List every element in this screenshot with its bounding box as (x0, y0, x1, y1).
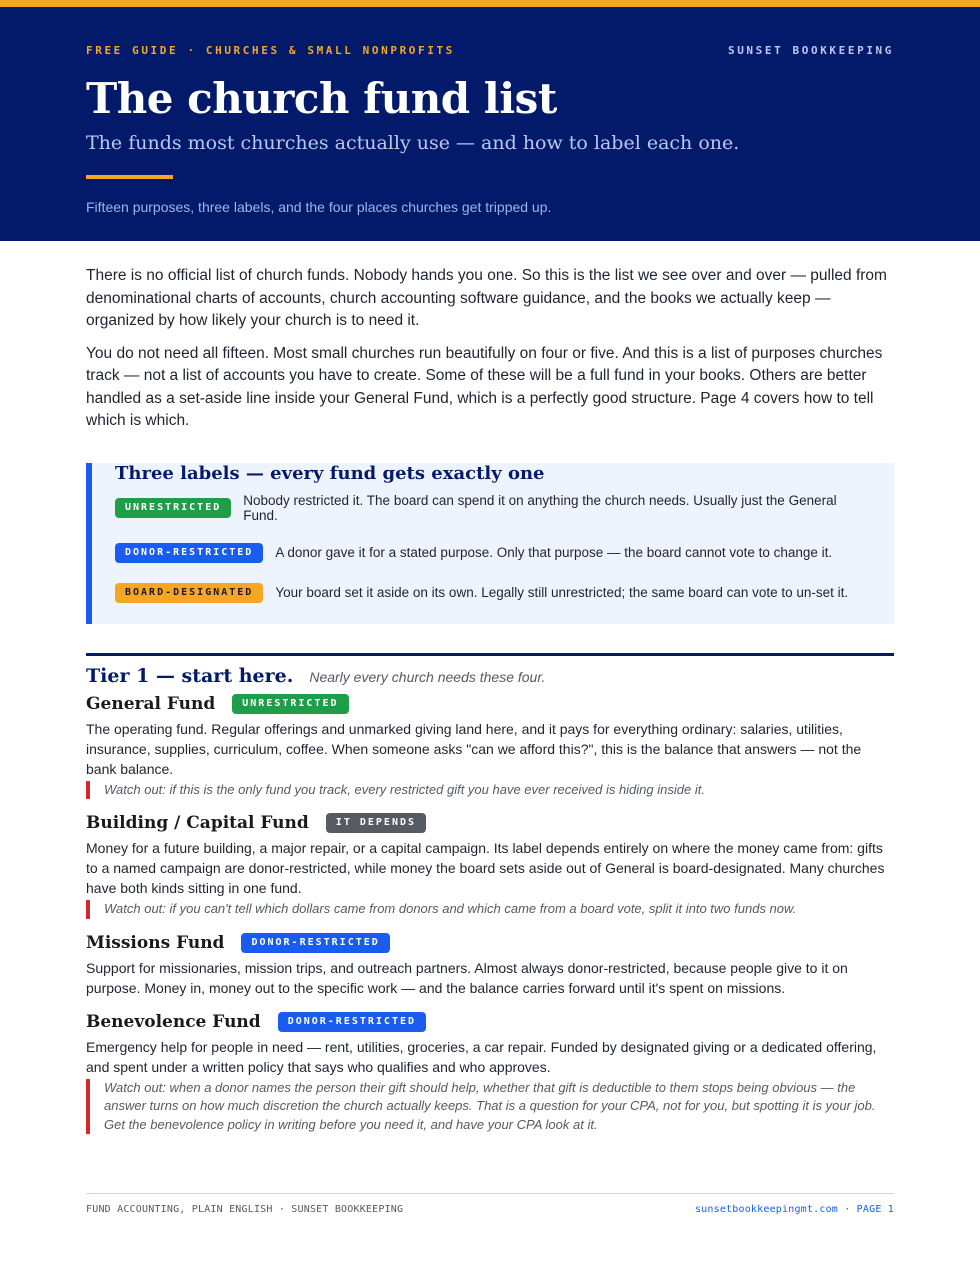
fund-description: Money for a future building, a major repair, or a capital campaign. Its label depends entirely on where the money came from: gifts to a named campaign are donor-restricted, while money the board sets aside out of General is board-designated. Many churches have both kinds sitting in one fund. (86, 840, 885, 896)
fund-description: The operating fund. Regular offerings and unmarked giving land here, and it pays for everything ordinary: salaries, utilities, insurance, supplies, curriculum, coffee. When someone asks "can we afford this?", this is the balance that answers — not the bank balance. (86, 720, 862, 777)
tier-subtitle: Nearly every church needs these four. (309, 668, 546, 685)
top-accent-stripe (0, 0, 980, 7)
fund-name: Missions Fund (86, 932, 225, 953)
fund-header (86, 931, 894, 955)
header-note: Fifteen purposes, three labels, and the four places churches get tripped up. (86, 199, 552, 215)
fund-general (86, 692, 894, 800)
label-description: Your board set it aside on its own. Legally still unrestricted; the same board can vote to un-set it. (275, 585, 849, 600)
donor-restricted-badge: DONOR-RESTRICTED (241, 933, 389, 953)
label-description: A donor gave it for a stated purpose. Only that purpose — the board cannot vote to change it. (275, 545, 833, 560)
brand-name: SUNSET BOOKKEEPING (727, 43, 894, 57)
watch-out-note: Watch out: if this is the only fund you track, every restricted gift you have ever received is hiding inside it. (86, 781, 894, 800)
label-row-donor-restricted (115, 543, 870, 563)
accent-rule (86, 175, 173, 179)
label-row-board-designated (115, 583, 870, 603)
unrestricted-badge: UNRESTRICTED (232, 694, 348, 714)
tier-1-heading (86, 665, 894, 687)
page-footer (86, 1193, 894, 1215)
it-depends-badge: IT DEPENDS (326, 813, 426, 833)
donor-restricted-badge: DONOR-RESTRICTED (115, 543, 263, 563)
footer-site-link[interactable]: sunsetbookkeepingmt.com · PAGE 1 (694, 1204, 894, 1215)
intro-paragraph: You do not need all fifteen. Most small churches run beautifully on four or five. And this is a list of purposes churches track — not a list of accounts you have to create. Some of these will be a full fund in your books. Others are better handled as a set-aside line inside your General Fund, which is a perfectly good structure. Page 4 covers how to tell which is which. (86, 344, 883, 429)
watch-out-note: Watch out: if you can't tell which dollars came from donors and which came from a board vote, split it into two funds now. (86, 900, 894, 919)
intro-paragraph: There is no official list of church funds. Nobody hands you one. So this is the list we see over and over — pulled from denominational charts of accounts, church accounting software guidance, and the books we actually keep — organized by how likely your church is to need it. (86, 267, 887, 329)
labels-callout (86, 463, 894, 624)
footer-label: FUND ACCOUNTING, PLAIN ENGLISH · SUNSET BOOKKEEPING (86, 1204, 404, 1215)
tier-divider (86, 653, 894, 656)
page-header (0, 7, 980, 241)
kicker: FREE GUIDE · CHURCHES & SMALL NONPROFITS (86, 43, 455, 57)
fund-name: Building / Capital Fund (86, 813, 309, 833)
fund-header (86, 811, 894, 835)
fund-building-capital (86, 811, 894, 919)
fund-missions (86, 931, 894, 998)
fund-header (86, 1010, 894, 1034)
fund-benevolence (86, 1010, 894, 1135)
fund-header (86, 692, 894, 716)
intro-section (86, 265, 894, 433)
main-content (0, 265, 980, 1134)
label-description: Nobody restricted it. The board can spend it on anything the church needs. Usually just the General Fund. (243, 492, 837, 523)
tier-title: Tier 1 — start here. (86, 664, 294, 687)
unrestricted-badge: UNRESTRICTED (115, 498, 231, 518)
labels-title: Three labels — every fund gets exactly one (115, 462, 545, 484)
page-subtitle: The funds most churches actually use — and how to label each one. (86, 132, 740, 154)
header-top-row (86, 43, 894, 57)
label-row-unrestricted (115, 493, 870, 523)
board-designated-badge: BOARD-DESIGNATED (115, 583, 263, 603)
fund-description: Emergency help for people in need — rent, utilities, groceries, a car repair. Funded by designated giving or a dedicated offering, and spent under a written policy that says who qualifies and who approves. (86, 1038, 877, 1075)
donor-restricted-badge: DONOR-RESTRICTED (278, 1012, 426, 1032)
page-title: The church fund list (86, 74, 557, 123)
fund-name: General Fund (86, 693, 216, 714)
watch-out-note: Watch out: when a donor names the person their gift should help, whether that gift is deductible to them stops being obvious — the answer turns on how much discretion the church actually keeps. That is a question for your CPA, not for you, but spotting it is your job. Get the benevolence policy in writing before you need it, and have your CPA look at it. (86, 1079, 894, 1135)
fund-name: Benevolence Fund (86, 1011, 261, 1032)
fund-description: Support for missionaries, mission trips, and outreach partners. Almost always donor-restricted, because people give to it on purpose. Money in, money out to the specific work — and the balance carries forward until it's spent on missions. (86, 959, 848, 996)
